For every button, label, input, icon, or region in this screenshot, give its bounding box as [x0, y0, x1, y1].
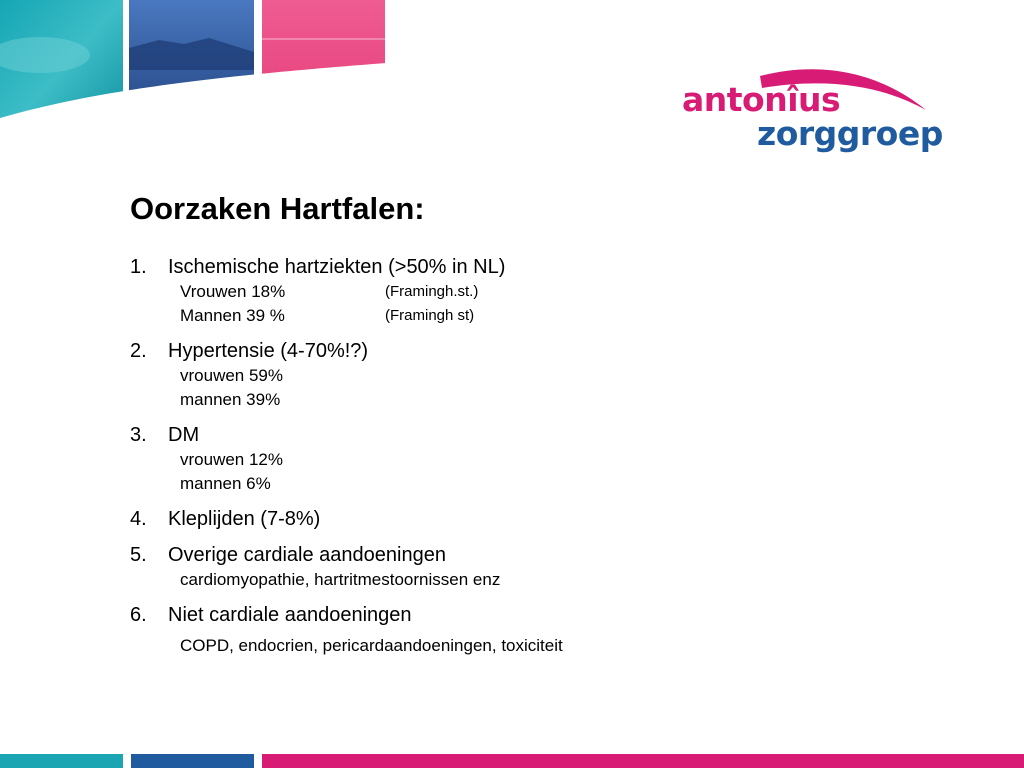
item-number: 5.	[130, 544, 147, 566]
sub-item-reference: (Framingh st)	[385, 307, 475, 324]
item-label: DM	[168, 424, 200, 446]
sub-item-text: Mannen 39 %	[180, 306, 285, 325]
item-number: 4.	[130, 508, 147, 530]
white-swoosh-shape	[0, 0, 400, 140]
sub-item-text: vrouwen 59%	[180, 366, 284, 385]
footer-bar-teal	[0, 754, 123, 768]
title-text: Oorzaken Hartfalen	[130, 191, 415, 226]
sub-item-text: mannen 39%	[180, 390, 281, 409]
sub-item	[130, 304, 990, 328]
sub-item	[130, 634, 990, 658]
sub-item	[130, 472, 990, 496]
sub-item-text: Vrouwen 18%	[180, 282, 286, 301]
footer-bar-blue	[131, 754, 254, 768]
sub-item-reference: (Framingh.st.)	[385, 283, 479, 300]
item-number: 1.	[130, 256, 147, 278]
sub-item-text: vrouwen 12%	[180, 450, 284, 469]
sub-item-text: COPD, endocrien, pericardaandoeningen, toxiciteit	[180, 636, 563, 655]
causes-list	[130, 254, 990, 668]
list-item	[130, 542, 990, 592]
footer-bar-pink	[262, 754, 1024, 768]
logo-text-antonius: antonîus	[682, 80, 841, 119]
sub-item	[130, 388, 990, 412]
sub-item	[130, 364, 990, 388]
item-label: Kleplijden (7-8%)	[168, 508, 321, 530]
list-item	[130, 338, 990, 412]
item-number: 3.	[130, 424, 147, 446]
sub-item-text: cardiomyopathie, hartritmestoornissen enz	[180, 570, 501, 589]
item-label: Niet cardiale aandoeningen	[168, 604, 412, 626]
sub-item	[130, 280, 990, 304]
item-number: 6.	[130, 604, 147, 626]
logo-text-zorggroep: zorggroep	[757, 114, 943, 153]
list-item	[130, 602, 990, 658]
title-colon: :	[414, 191, 425, 226]
sub-item	[130, 568, 990, 592]
list-item	[130, 506, 990, 532]
footer-color-bars	[0, 754, 1024, 768]
list-item	[130, 254, 990, 328]
slide-title	[130, 191, 425, 227]
sub-item	[130, 448, 990, 472]
sub-item-text: mannen 6%	[180, 474, 271, 493]
antonius-logo	[680, 66, 943, 158]
item-label: Overige cardiale aandoeningen	[168, 544, 446, 566]
item-label: Ischemische hartziekten (>50% in NL)	[168, 256, 506, 278]
item-number: 2.	[130, 340, 147, 362]
list-item	[130, 422, 990, 496]
item-label: Hypertensie (4-70%!?)	[168, 340, 369, 362]
